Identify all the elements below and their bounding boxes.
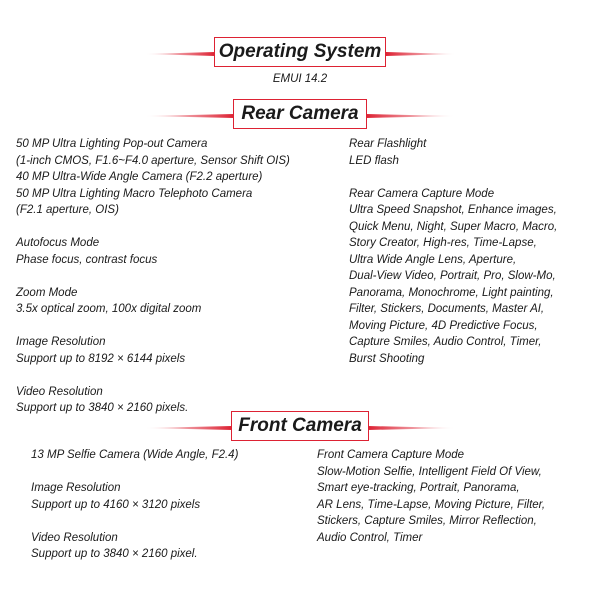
rear-zoom-value: 3.5x optical zoom, 100x digital zoom bbox=[16, 303, 202, 315]
rear-capture-mode-line: Ultra Wide Angle Lens, Aperture, bbox=[349, 253, 517, 266]
os-section-title: Operating System bbox=[214, 37, 386, 67]
header-rule-right bbox=[368, 426, 455, 430]
rear-capture-mode-line: Ultra Speed Snapshot, Enhance images, bbox=[349, 204, 557, 216]
rear-camera-spec-line: 50 MP Ultra Lighting Macro Telephoto Camera bbox=[16, 187, 253, 200]
rear-capture-mode-label: Rear Camera Capture Mode bbox=[349, 187, 495, 200]
front-capture-mode-line: AR Lens, Time-Lapse, Moving Picture, Filter, bbox=[317, 498, 546, 511]
header-rule-left bbox=[145, 52, 215, 56]
os-value: EMUI 14.2 bbox=[272, 73, 328, 85]
rear-capture-mode-line: Dual-View Video, Portrait, Pro, Slow-Mo, bbox=[349, 270, 556, 282]
rear-camera-spec-line: (1-inch CMOS, F1.6~F4.0 aperture, Sensor Shift OIS) bbox=[16, 154, 290, 167]
rear-capture-mode-line: Burst Shooting bbox=[349, 352, 425, 365]
front-camera-section-title: Front Camera bbox=[231, 411, 369, 441]
front-capture-mode-line: Audio Control, Timer bbox=[317, 531, 423, 544]
rear-zoom-label: Zoom Mode bbox=[16, 286, 78, 299]
rear-camera-section-header bbox=[0, 99, 600, 133]
header-rule-left bbox=[145, 426, 232, 430]
rear-capture-mode-line: Filter, Stickers, Documents, Master AI, bbox=[349, 303, 545, 315]
front-capture-mode-line: Slow-Motion Selfie, Intelligent Field Of View, bbox=[317, 465, 542, 478]
front-capture-mode-line: Smart eye-tracking, Portrait, Panorama, bbox=[317, 482, 520, 494]
rear-camera-spec-line: 50 MP Ultra Lighting Pop-out Camera bbox=[16, 138, 208, 150]
front-image-resolution-value: Support up to 4160 × 3120 pixels bbox=[31, 498, 201, 511]
rear-autofocus-label: Autofocus Mode bbox=[16, 237, 100, 249]
front-camera-spec: 13 MP Selfie Camera (Wide Angle, F2.4) bbox=[31, 449, 239, 461]
rear-capture-mode-line: Quick Menu, Night, Super Macro, Macro, bbox=[349, 220, 558, 233]
os-section-header bbox=[0, 37, 600, 71]
front-camera-section-header bbox=[0, 411, 600, 445]
rear-capture-mode-line: Story Creator, High-res, Time-Lapse, bbox=[349, 237, 537, 249]
rear-camera-section-title: Rear Camera bbox=[233, 99, 367, 129]
header-rule-right bbox=[386, 52, 456, 56]
rear-camera-spec-line: 40 MP Ultra-Wide Angle Camera (F2.2 aperture) bbox=[16, 171, 263, 183]
rear-flashlight-value: LED flash bbox=[349, 154, 399, 167]
rear-flashlight-label: Rear Flashlight bbox=[349, 138, 427, 150]
rear-capture-mode-line: Panorama, Monochrome, Light painting, bbox=[349, 286, 554, 299]
rear-capture-mode-line: Moving Picture, 4D Predictive Focus, bbox=[349, 319, 538, 332]
front-video-resolution-label: Video Resolution bbox=[31, 531, 118, 544]
rear-video-resolution-label: Video Resolution bbox=[16, 385, 103, 398]
header-rule-right bbox=[366, 114, 455, 118]
rear-capture-mode-line: Capture Smiles, Audio Control, Timer, bbox=[349, 336, 542, 348]
rear-video-resolution-value: Support up to 3840 × 2160 pixels. bbox=[16, 402, 189, 414]
header-rule-left bbox=[145, 114, 234, 118]
rear-image-resolution-label: Image Resolution bbox=[16, 336, 106, 348]
front-capture-mode-label: Front Camera Capture Mode bbox=[317, 449, 465, 461]
front-video-resolution-value: Support up to 3840 × 2160 pixel. bbox=[31, 548, 198, 560]
rear-camera-spec-line: (F2.1 aperture, OIS) bbox=[16, 204, 119, 216]
front-image-resolution-label: Image Resolution bbox=[31, 482, 121, 494]
rear-autofocus-value: Phase focus, contrast focus bbox=[16, 253, 158, 266]
rear-image-resolution-value: Support up to 8192 × 6144 pixels bbox=[16, 352, 186, 365]
front-capture-mode-line: Stickers, Capture Smiles, Mirror Reflection, bbox=[317, 515, 537, 527]
